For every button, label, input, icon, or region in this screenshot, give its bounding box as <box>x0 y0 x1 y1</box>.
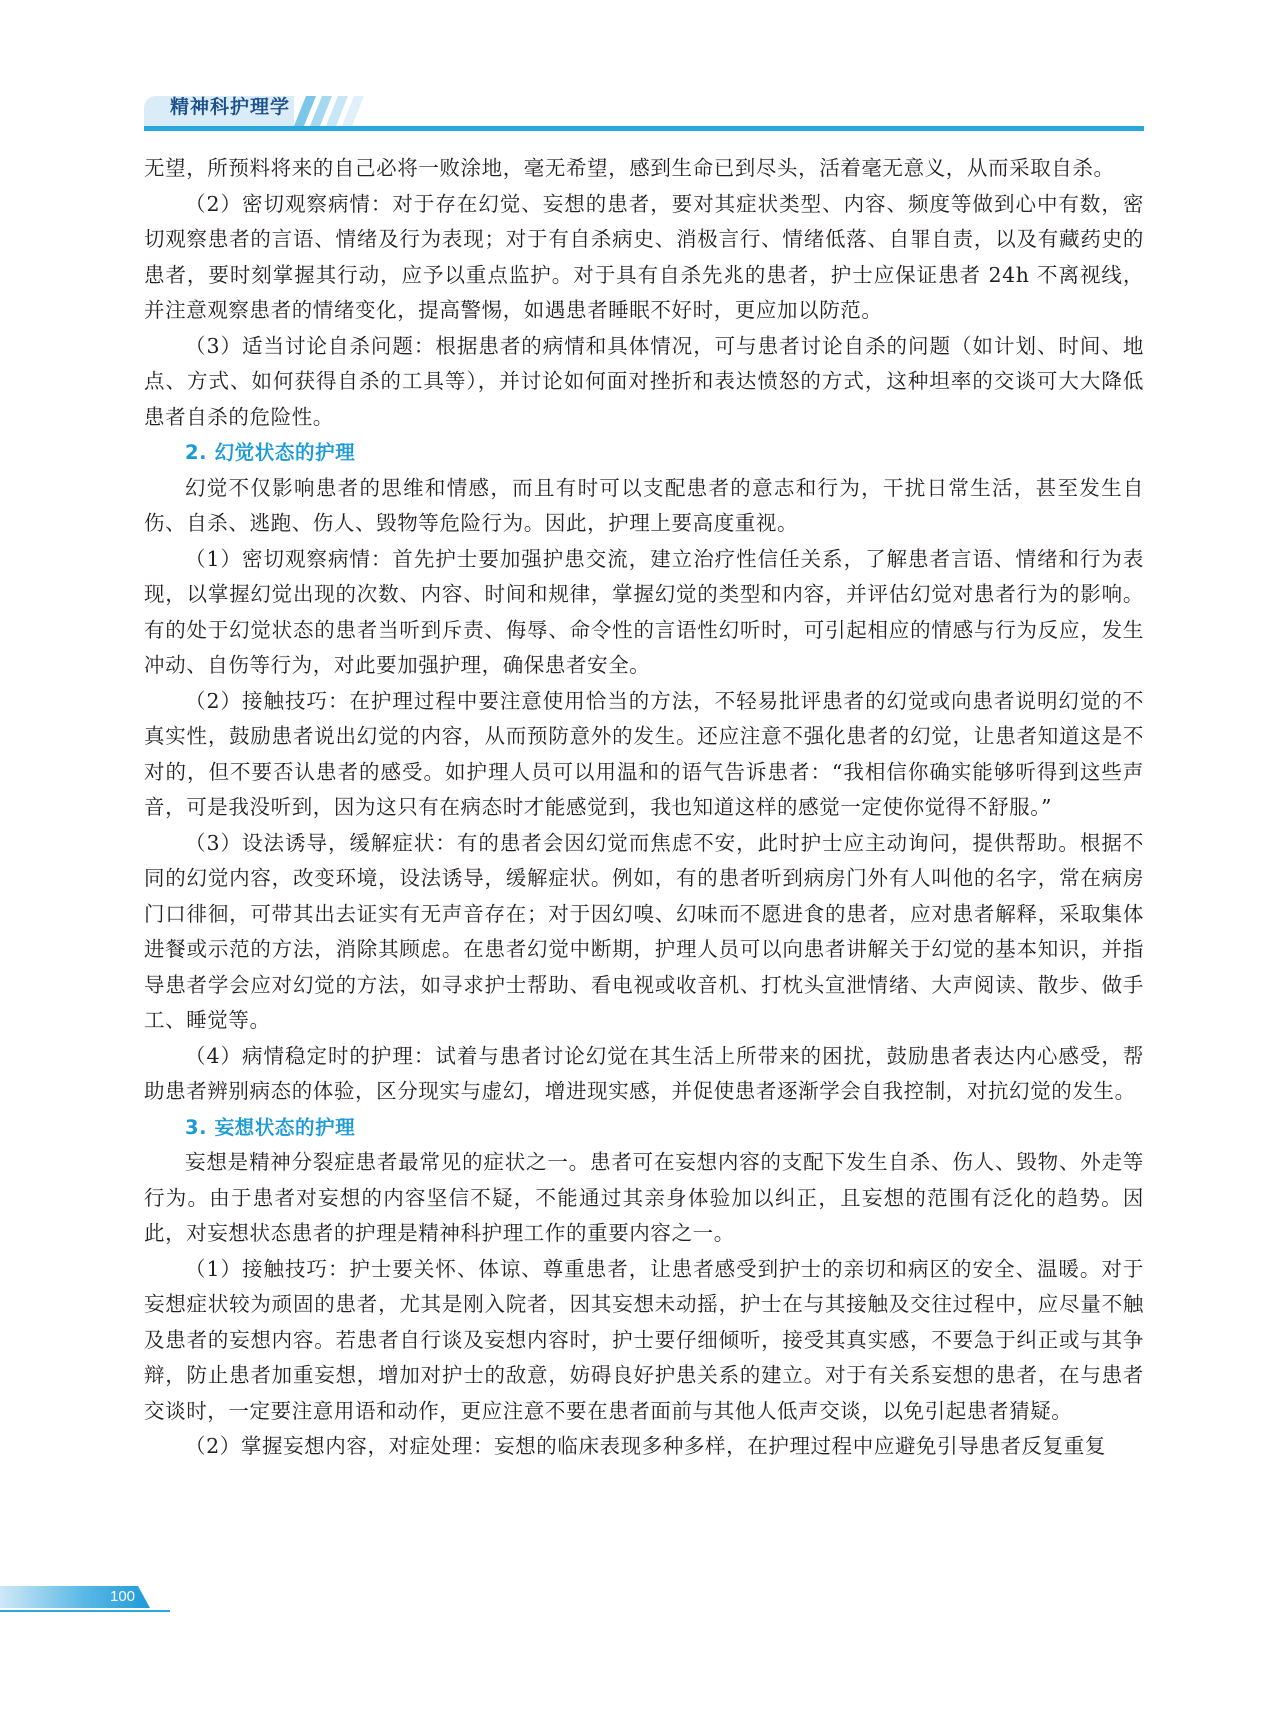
decorative-stripes-icon <box>294 96 374 126</box>
paragraph: （1）接触技巧：护士要关怀、体谅、尊重患者，让患者感受到护士的亲切和病区的安全、温暖。对于妄想症状较为顽固的患者，尤其是刚入院者，因其妄想未动摇，护士在与其接触及交往过程中，应尽量不触及患者的妄想内容。若患者自行谈及妄想内容时，护士要仔细倾听，接受其真实感，不要急于纠正或与其争辩，防止患者加重妄想，增加对护士的敌意，妨碍良好护患关系的建立。对于有关系妄想的患者，在与患者交谈时，一定要注意用语和动作，更应注意不要在患者面前与其他人低声交谈，以免引起患者猜疑。 <box>144 1256 1144 1423</box>
paragraph: （2）密切观察病情：对于存在幻觉、妄想的患者，要对其症状类型、内容、频度等做到心中有数，密切观察患者的言语、情绪及行为表现；对于有自杀病史、消极言行、情绪低落、自罪自责，以及有藏药史的患者，要时刻掌握其行动，应予以重点监护。对于具有自杀先兆的患者，护士应保证患者 24h 不离视线，并注意观察患者的情绪变化，提高警惕，如遇患者睡眠不好时，更应加以防范。 <box>144 191 1144 322</box>
book-title: 精神科护理学 <box>170 96 291 118</box>
paragraph: （3）适当讨论自杀问题：根据患者的病情和具体情况，可与患者讨论自杀的问题（如计划、时间、地点、方式、如何获得自杀的工具等），并讨论如何面对挫折和表达愤怒的方式，这种坦率的交谈可大大降低患者自杀的危险性。 <box>144 333 1144 429</box>
paragraph: （2）接触技巧：在护理过程中要注意使用恰当的方法，不轻易批评患者的幻觉或向患者说明幻觉的不真实性，鼓励患者说出幻觉的内容，从而预防意外的发生。还应注意不强化患者的幻觉，让患者知道这是不对的，但不要否认患者的感受。如护理人员可以用温和的语气告诉患者：“我相信你确实能够听得到这些声音，可是我没听到，因为这只有在病态时才能感觉到，我也知道这样的感觉一定使你觉得不舒服。” <box>144 688 1144 819</box>
paragraph: 无望，所预料将来的自己必将一败涂地，毫无希望，感到生命已到尽头，活着毫无意义，从而采取自杀。 <box>144 156 1115 180</box>
paragraph: 幻觉不仅影响患者的思维和情感，而且有时可以支配患者的意志和行为，干扰日常生活，甚至发生自伤、自杀、逃跑、伤人、毁物等危险行为。因此，护理上要高度重视。 <box>144 475 1144 535</box>
footer-rule <box>0 1610 170 1612</box>
paragraph: 妄想是精神分裂症患者最常见的症状之一。患者可在妄想内容的支配下发生自杀、伤人、毁物、外走等行为。由于患者对妄想的内容坚信不疑，不能通过其亲身体验加以纠正，且妄想的范围有泛化的趋势。因此，对妄想状态患者的护理是精神科护理工作的重要内容之一。 <box>144 1150 1144 1245</box>
paragraph: （3）设法诱导，缓解症状：有的患者会因幻觉而焦虑不安，此时护士应主动询问，提供帮助。根据不同的幻觉内容，改变环境，设法诱导，缓解症状。例如，有的患者听到病房门外有人叫他的名字，常在病房门口徘徊，可带其出去证实有无声音存在；对于因幻嗅、幻味而不愿进食的患者，应对患者解释，采取集体进餐或示范的方法，消除其顾虑。在患者幻觉中断期，护理人员可以向患者讲解关于幻觉的基本知识，并指导患者学会应对幻觉的方法，如寻求护士帮助、看电视或收音机、打枕头宣泄情绪、大声阅读、散步、做手工、睡觉等。 <box>144 830 1144 1032</box>
paragraph: （2）掌握妄想内容，对症处理：妄想的临床表现多种多样，在护理过程中应避免引导患者反复重复 <box>185 1434 1106 1458</box>
page-body <box>144 151 1144 1465</box>
page-number: 100 <box>110 1588 136 1605</box>
paragraph: （1）密切观察病情：首先护士要加强护患交流，建立治疗性信任关系，了解患者言语、情绪和行为表现，以掌握幻觉出现的次数、内容、时间和规律，掌握幻觉的类型和内容，并评估幻觉对患者行为的影响。有的处于幻觉状态的患者当听到斥责、侮辱、命令性的言语性幻听时，可引起相应的情感与行为反应，发生冲动、自伤等行为，对此要加强护理，确保患者安全。 <box>144 546 1144 677</box>
section-heading: 3. 妄想状态的护理 <box>185 1115 356 1139</box>
page-header <box>144 92 1144 132</box>
header-rule <box>144 126 1144 131</box>
page-footer <box>0 1586 170 1614</box>
paragraph: （4）病情稳定时的护理：试着与患者讨论幻觉在其生活上所带来的困扰，鼓励患者表达内心感受，帮助患者辨别病态的体验，区分现实与虚幻，增进现实感，并促使患者逐渐学会自我控制，对抗幻觉的发生。 <box>144 1043 1144 1103</box>
section-heading: 2. 幻觉状态的护理 <box>185 441 356 464</box>
